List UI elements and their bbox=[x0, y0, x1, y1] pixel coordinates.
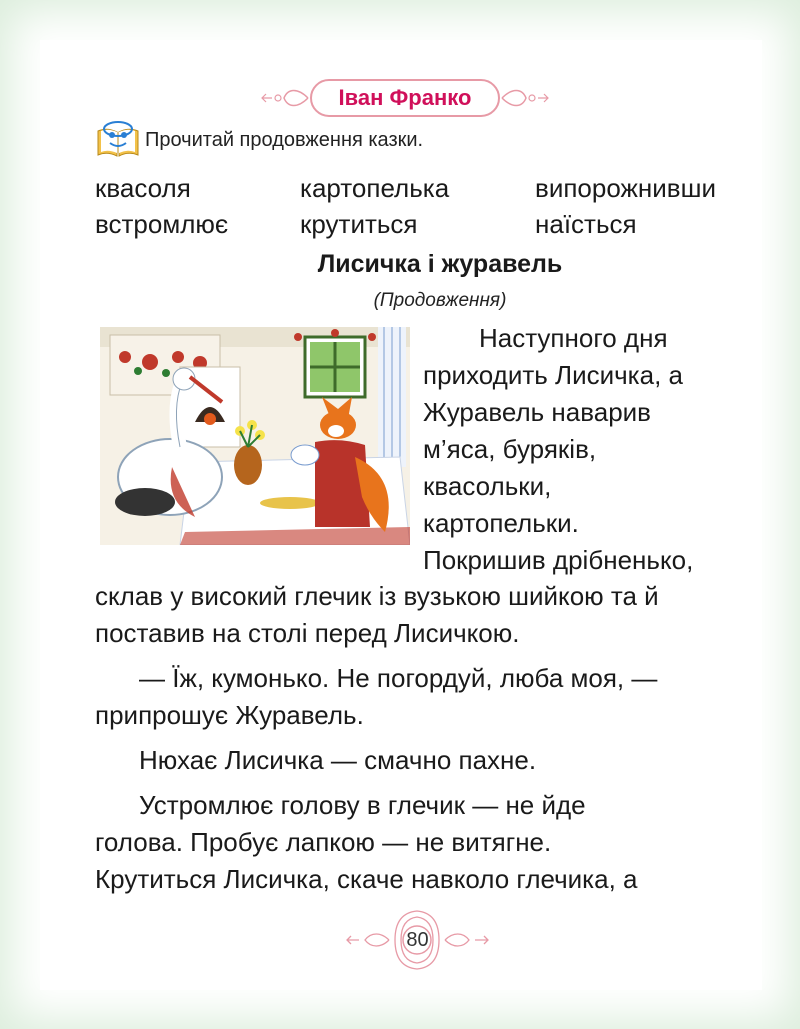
story-line: м’яса, буряків, bbox=[423, 434, 597, 464]
author-name: Іван Франко bbox=[310, 79, 500, 117]
page-number: 80 bbox=[406, 929, 429, 951]
story-subtitle: (Продовження) bbox=[373, 290, 507, 311]
vocabulary-word: випорожнивши bbox=[535, 173, 716, 203]
story-line: Наступного дня bbox=[479, 323, 668, 353]
story-line: Устромлює голову в глечик — не йде bbox=[139, 790, 586, 820]
story-line: — Їж, кумонько. Не погордуй, люба моя, — bbox=[139, 663, 658, 693]
vocabulary-list bbox=[95, 170, 755, 242]
flourish-left-icon bbox=[260, 83, 310, 113]
story-line: картопельки. bbox=[423, 508, 579, 538]
story-body bbox=[95, 578, 765, 898]
author-banner bbox=[260, 77, 550, 119]
story-line: Крутиться Лисичка, скаче навколо глечика, а bbox=[95, 864, 638, 894]
vocabulary-word: встромлює bbox=[95, 209, 229, 239]
story-line: Журавель наварив bbox=[423, 397, 651, 427]
story-line: поставив на столі перед Лисичкою. bbox=[95, 618, 520, 648]
story-line: квасольки, bbox=[423, 471, 552, 501]
story-line: Покришив дрібненько, bbox=[423, 545, 694, 575]
vocabulary-word: крутиться bbox=[300, 209, 418, 239]
story-line: голова. Пробує лапкою — не витягне. bbox=[95, 827, 552, 857]
story-title: Лисичка і журавель bbox=[317, 250, 563, 278]
story-line: приходить Лисичка, а bbox=[423, 360, 683, 390]
flourish-right-icon bbox=[500, 83, 550, 113]
book-icon bbox=[95, 121, 141, 159]
vocabulary-word: картопелька bbox=[300, 173, 450, 203]
instruction-text: Прочитай продовження казки. bbox=[145, 128, 424, 151]
story-side-paragraph bbox=[423, 320, 763, 579]
story-line: склав у високий глечик із вузькою шийкою та й bbox=[95, 581, 659, 611]
story-line: Нюхає Лисичка — смачно пахне. bbox=[139, 745, 537, 775]
vocabulary-row bbox=[95, 206, 755, 242]
fox-and-crane-illustration bbox=[100, 327, 410, 545]
instruction bbox=[95, 120, 423, 160]
story-line: припрошує Журавель. bbox=[95, 700, 364, 730]
vocabulary-word: наїсться bbox=[535, 209, 637, 239]
vocabulary-word: квасоля bbox=[95, 173, 191, 203]
vocabulary-row bbox=[95, 170, 755, 206]
